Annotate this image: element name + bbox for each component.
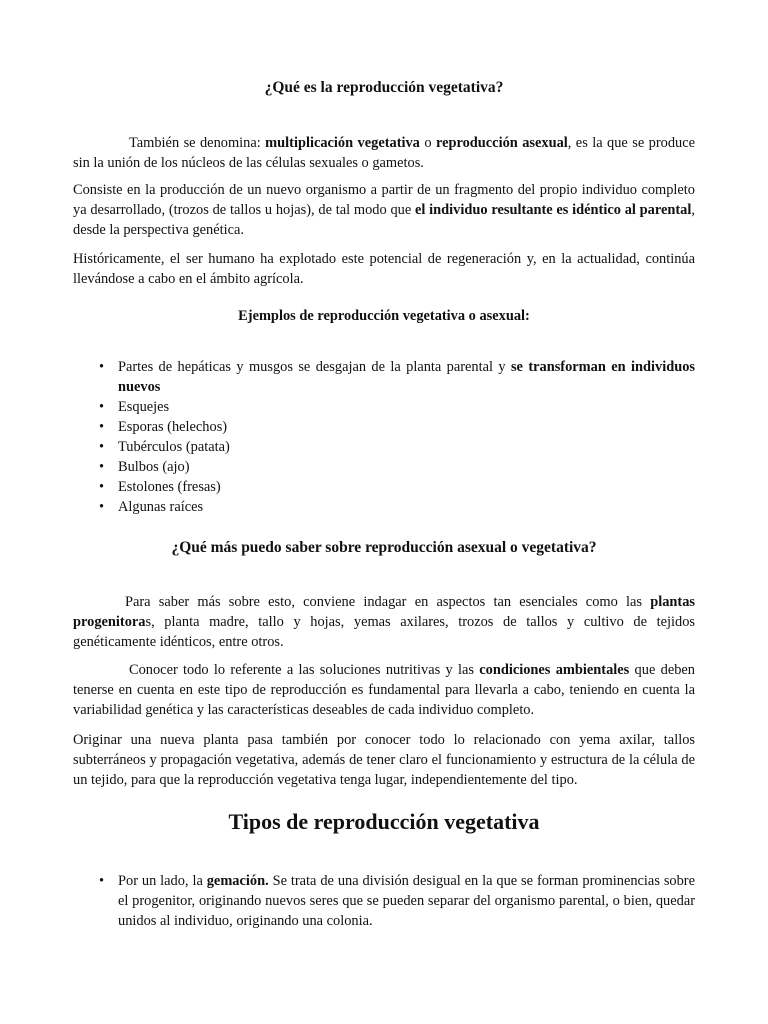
bullet-icon: •: [99, 419, 105, 435]
list-item: • Algunas raíces: [99, 499, 204, 515]
more-paragraph-3: Originar una nueva planta pasa también por conocer todo lo relacionado con yema axilar, tallos subterráneos y propagación vegetativa, además de tener claro el funcionamiento y estructura de la célula de un tejido, para que la reproducción vegetativa tenga lugar, independientemente del tipo.: [73, 732, 695, 788]
intro-paragraph-3: Históricamente, el ser humano ha explotado este potencial de regeneración y, en la actualidad, continúa llevándose a cabo en el ámbito agrícola.: [73, 251, 695, 287]
bold-reproduccion-asexual: reproducción asexual: [435, 135, 568, 151]
bold-multiplicacion: multiplicación vegetativa: [265, 135, 420, 151]
list-item: • Partes de hepáticas y musgos se desgajan de la planta parental y se transforman en individuos nuevos: [99, 359, 695, 395]
more-paragraph-1: Para saber más sobre esto, conviene indagar en aspectos tan esenciales como las plantas progenitoras, planta madre, tallo y hojas, yemas axilares, trozos de tallos y cultivo de tejidos genéticamente idénticos, entre otros.: [73, 594, 695, 650]
list-item: • Esquejes: [99, 399, 170, 415]
types-list: [73, 871, 695, 931]
list-item: • Estolones (fresas): [99, 479, 221, 495]
bullet-icon: •: [99, 479, 105, 495]
bullet-icon: •: [99, 873, 105, 889]
bold-condiciones-ambientales: condiciones ambientales: [479, 662, 630, 678]
list-item: • Esporas (helechos): [99, 419, 228, 435]
intro-paragraph-2: Consiste en la producción de un nuevo organismo a partir de un fragmento del propio individuo completo ya desarrollado, (trozos de tallos u hojas), de tal modo que el individuo resultante es idéntico al parental, desde la perspectiva genética.: [73, 182, 695, 238]
bullet-icon: •: [99, 399, 105, 415]
more-paragraph-2: Conocer todo lo referente a las soluciones nutritivas y las condiciones ambientales que deben tenerse en cuenta en este tipo de reproducción es fundamental para llevarla a cabo, teniendo en cuenta la variabilidad genética y las características deseables de cada individuo completo.: [73, 662, 695, 718]
bold-transforman: se transforman en individuos nuevos: [118, 359, 695, 395]
bullet-icon: •: [99, 499, 105, 515]
examples-list: [73, 357, 695, 517]
bullet-icon: •: [99, 459, 105, 475]
bullet-icon: •: [99, 439, 105, 455]
list-item: • Por un lado, la gemación. Se trata de una división desigual en la que se forman prominencias sobre el progenitor, originando nuevos seres que se pueden separar del organismo parental, o bien, quedar unidos al individuo, originando una colonia.: [99, 873, 695, 929]
bold-gemacion: gemación.: [206, 873, 269, 889]
bold-individuo-identico: el individuo resultante es idéntico al parental: [415, 202, 692, 218]
types-heading: Tipos de reproducción vegetativa: [228, 809, 540, 834]
intro-paragraph-1: También se denomina: multiplicación vegetativa o reproducción asexual, es la que se produce sin la unión de los núcleos de las células sexuales o gametos.: [73, 135, 696, 171]
more-heading: ¿Qué más puedo saber sobre reproducción asexual o vegetativa?: [171, 539, 597, 556]
bold-plantas-progenitora: plantas progenitora: [73, 594, 695, 630]
list-item: • Tubérculos (patata): [99, 439, 230, 455]
bullet-icon: •: [99, 359, 105, 375]
page-title: ¿Qué es la reproducción vegetativa?: [264, 79, 504, 96]
examples-heading: Ejemplos de reproducción vegetativa o asexual:: [238, 308, 530, 324]
list-item: • Bulbos (ajo): [99, 459, 190, 475]
